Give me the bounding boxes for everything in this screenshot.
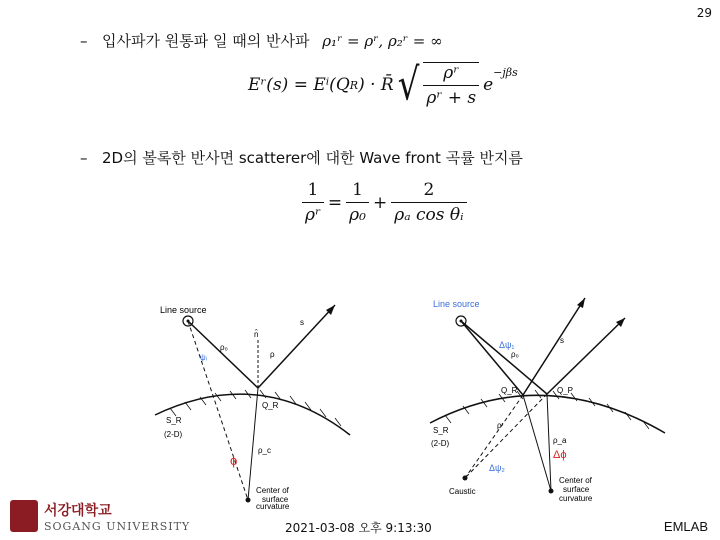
eq1-sub: R <box>349 78 359 92</box>
eq2-d2: ρ₀ <box>346 202 369 225</box>
right-rho0-label: ρ₀ <box>511 350 519 359</box>
left-sr-label: S_R <box>166 416 182 425</box>
page-number: 29 <box>696 6 712 20</box>
eq2-d1: ρʳ <box>302 202 324 225</box>
right-reflection-diagram <box>425 293 670 508</box>
left-rho-c-label: ρ_c <box>258 446 271 455</box>
left-reflection-diagram <box>150 295 360 510</box>
eq2-n2: 1 <box>352 180 363 200</box>
eq1-exp-sup: −jβs <box>493 66 518 79</box>
right-center-line1: Center of <box>559 476 592 485</box>
bullet-dash: – <box>80 32 88 50</box>
eq1-mid: ) · R̄ <box>358 75 394 95</box>
right-dpsi2-label: Δψ₂ <box>489 463 505 473</box>
left-normal-label: n̂ <box>254 330 259 339</box>
right-qr-label: Q_R <box>501 386 518 395</box>
right-dphi-label: Δϕ <box>553 449 567 461</box>
eq2-n3: 2 <box>423 180 435 200</box>
right-s-label: s <box>560 336 564 345</box>
eq2-n1: 1 <box>307 180 319 200</box>
bullet-incident-cylindrical <box>80 30 443 51</box>
left-center-line2: surface <box>262 495 289 504</box>
left-center-line3: curvature <box>256 502 290 510</box>
left-qr-label: Q_R <box>262 401 279 410</box>
right-line-source-label: Line source <box>433 299 480 309</box>
university-name-korean: 서강대학교 <box>44 503 112 519</box>
footer-datetime: 2021-03-08 오후 9:13:30 <box>285 521 432 535</box>
right-caustic-label: Caustic <box>449 487 476 496</box>
reflected-ray <box>258 305 335 388</box>
left-2d-label: (2-D) <box>164 430 183 439</box>
eq2-frac3 <box>391 180 466 225</box>
eq2-equals: = <box>327 192 343 213</box>
left-phi-label: ϕ <box>230 453 238 468</box>
bullet-math: ρ₁ʳ = ρʳ, ρ₂ʳ = ∞ <box>322 32 443 50</box>
left-psi-label: ψᵢ <box>200 353 207 362</box>
eq2-d3: ρₐ cos θᵢ <box>391 202 466 225</box>
eq1-den: ρʳ + s <box>423 85 479 108</box>
surface-curve <box>155 394 350 435</box>
right-sr-label: S_R <box>433 426 449 435</box>
left-rho0-label: ρ₀ <box>220 343 228 352</box>
reflected-arrow-1 <box>577 298 585 308</box>
left-center-line1: Center of <box>256 486 289 495</box>
curvature-equation <box>298 180 471 225</box>
right-center-line2: surface <box>563 485 590 494</box>
reflected-ray-2 <box>547 318 625 394</box>
radius-line <box>248 388 258 500</box>
footer-lab-name: EMLAB <box>663 519 708 534</box>
left-s-label: s <box>300 318 304 327</box>
eq2-frac1 <box>302 180 324 225</box>
right-qp-label: Q_P <box>557 386 574 395</box>
incident-ray <box>188 321 258 388</box>
eq1-lhs: Eʳ(s) = Eⁱ(Q <box>248 75 350 95</box>
eq1-fraction <box>423 62 479 108</box>
eq2-plus: + <box>372 192 388 213</box>
right-rho-r-label: ρʳ <box>497 421 504 430</box>
reflected-field-equation <box>248 59 518 111</box>
bullet-convex-scatterer <box>80 147 523 168</box>
bullet-dash: – <box>80 149 88 167</box>
caustic-dashed-line <box>188 321 248 500</box>
right-center-line3: curvature <box>559 494 593 503</box>
radius-line-1 <box>523 395 551 491</box>
left-rho-label: ρ <box>270 350 275 359</box>
caustic-point <box>463 476 468 481</box>
left-line-source-label: Line source <box>160 305 207 315</box>
bullet-text: 입사파가 원통파 일 때의 반사파 <box>102 32 310 50</box>
right-rho-a-label: ρ_a <box>553 436 567 445</box>
incident-ray-2 <box>461 321 547 394</box>
center-point <box>246 498 251 503</box>
right-dpsi1-label: Δψ₁ <box>499 340 515 350</box>
eq1-num: ρʳ <box>443 63 460 83</box>
center-point <box>549 489 554 494</box>
reflected-ray-1 <box>523 298 585 395</box>
eq1-exp: e <box>483 75 494 95</box>
bullet-text: 2D의 볼록한 반사면 scatterer에 대한 Wave front 곡률 반지름 <box>102 149 523 167</box>
radius-line-2 <box>547 394 551 491</box>
right-2d-label: (2-D) <box>431 439 450 448</box>
eq2-frac2 <box>346 180 369 225</box>
university-name-english: SOGANG UNIVERSITY <box>44 520 191 533</box>
sqrt-sign: √ <box>397 59 420 111</box>
university-logo-icon <box>10 500 38 532</box>
